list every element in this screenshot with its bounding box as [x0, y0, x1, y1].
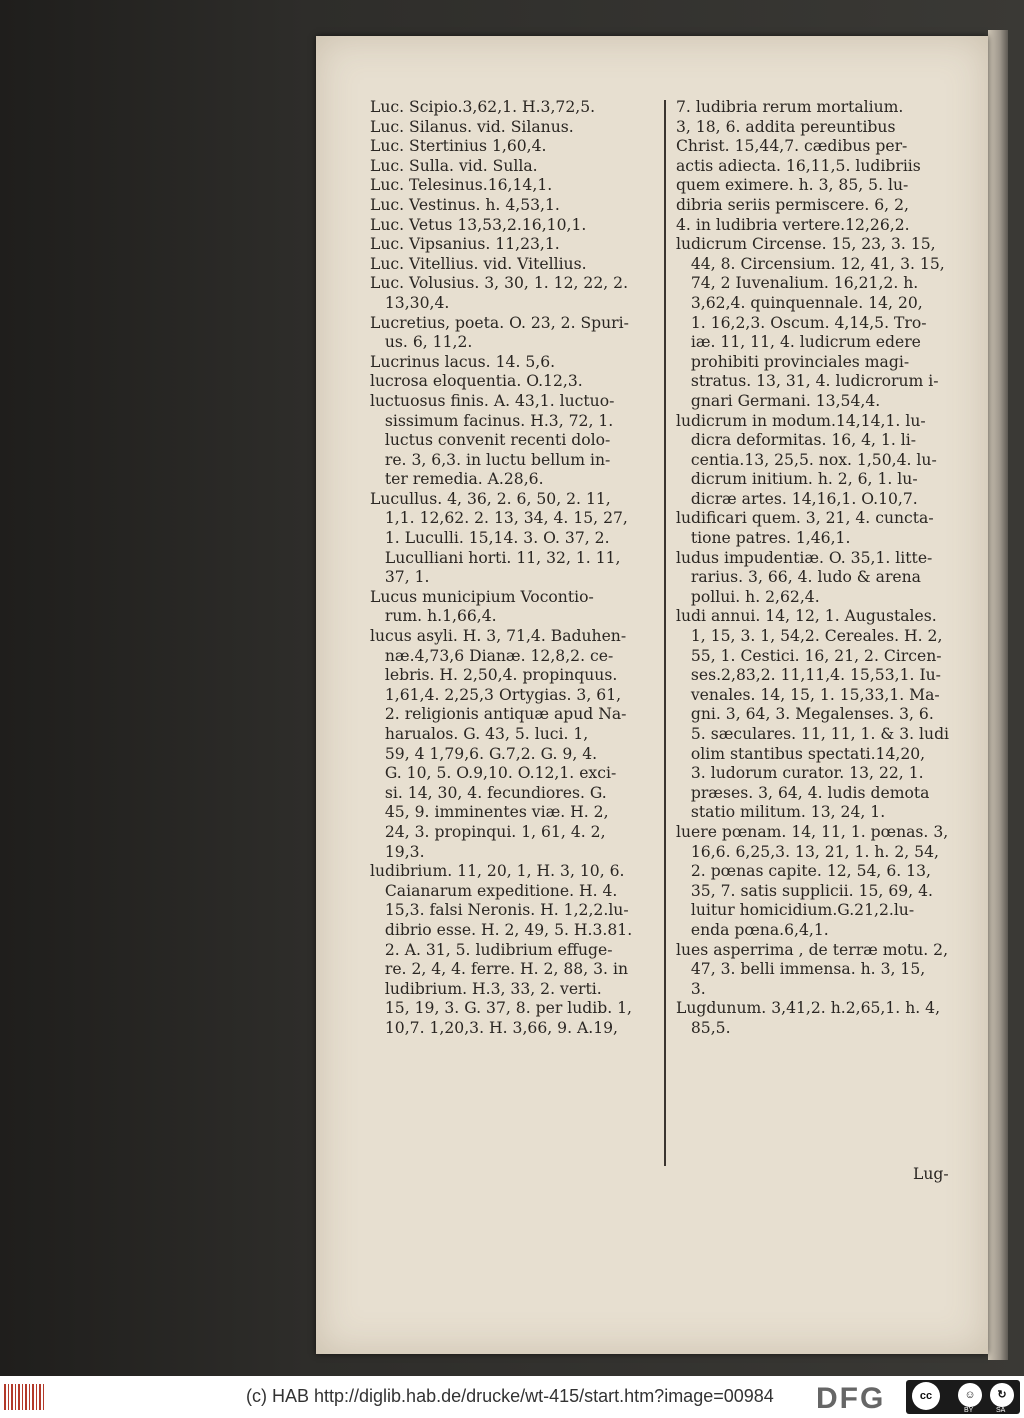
cc-license-badge[interactable]	[906, 1380, 1020, 1414]
index-entry-line: 5. sæculares. 11, 11, 1. & 3. ludi	[676, 725, 950, 743]
catchword: Lug-	[913, 1165, 949, 1183]
index-entry-line: olim stantibus spectati.14,20,	[676, 744, 926, 763]
index-entry-line: rarius. 3, 66, 4. ludo & arena	[676, 568, 921, 587]
index-entry-line: 85,5.	[676, 1018, 731, 1037]
index-entry-line: præses. 3, 64, 4. ludis demota	[676, 783, 930, 802]
index-entry-line: 10,7. 1,20,3. H. 3,66, 9. A.19,	[370, 1018, 619, 1037]
index-entry-line: ludibrium. 11, 20, 1, H. 3, 10, 6.	[370, 862, 625, 881]
by-attribution-icon: ☺	[958, 1383, 982, 1407]
sa-label: SA	[996, 1407, 1006, 1414]
index-entry-line: 74, 2 Iuvenalium. 16,21,2. h.	[676, 274, 919, 293]
index-entry-line: Luc. Telesinus.16,14,1.	[370, 176, 553, 195]
index-entry-line: rum. h.1,66,4.	[370, 607, 497, 626]
index-entry-line: 3, 18, 6. addita pereuntibus	[676, 117, 896, 136]
index-entry-line: quem eximere. h. 3, 85, 5. lu-	[676, 176, 909, 195]
index-entry-line: 15, 19, 3. G. 37, 8. per ludib. 1,	[370, 999, 633, 1018]
index-entry-line: Luc. Scipio.3,62,1. H.3,72,5.	[370, 98, 596, 116]
index-entry-line: Caianarum expeditione. H. 4.	[370, 881, 618, 900]
index-entry-line: 45, 9. imminentes viæ. H. 2,	[370, 803, 609, 822]
hab-logo-icon	[4, 1384, 46, 1410]
index-entry-line: Lucullus. 4, 36, 2. 6, 50, 2. 11,	[370, 489, 611, 508]
index-entry-line: sissimum facinus. H.3, 72, 1.	[370, 411, 614, 430]
index-entry-line: G. 10, 5. O.9,10. O.12,1. exci-	[370, 764, 617, 783]
index-entry-line: 2. A. 31, 5. ludibrium effuge-	[370, 940, 613, 959]
index-entry-line: næ.4,73,6 Dianæ. 12,8,2. ce-	[370, 646, 614, 665]
index-entry-line: tione patres. 1,46,1.	[676, 529, 851, 548]
index-entry-line: ludicrum in modum.14,14,1. lu-	[676, 411, 926, 430]
index-entry-line: 3.	[676, 979, 706, 998]
index-entry-line: Lucretius, poeta. O. 23, 2. Spuri-	[370, 313, 629, 332]
index-entry-line: 7. ludibria rerum mortalium.	[676, 98, 904, 116]
index-entry-line: pollui. h. 2,62,4.	[676, 587, 820, 606]
index-entry-line: ludificari quem. 3, 21, 4. cuncta-	[676, 509, 934, 528]
index-entry-line: venales. 14, 15, 1. 15,33,1. Ma-	[676, 685, 940, 704]
index-entry-line: statio militum. 13, 24, 1.	[676, 803, 886, 822]
index-entry-line: 1,1. 12,62. 2. 13, 34, 4. 15, 27,	[370, 509, 628, 528]
index-entry-line: 37, 1.	[370, 568, 430, 587]
index-entry-line: Luc. Sulla. vid. Sulla.	[370, 156, 538, 175]
index-entry-line: re. 3, 6,3. in luctu bellum in-	[370, 450, 611, 469]
index-entry-line: 1. 16,2,3. Oscum. 4,14,5. Tro-	[676, 313, 927, 332]
index-entry-line: 13,30,4.	[370, 293, 450, 312]
index-entry-line: si. 14, 30, 4. fecundiores. G.	[370, 783, 607, 802]
index-entry-line: lucrosa eloquentia. O.12,3.	[370, 372, 583, 391]
index-entry-line: Lucus municipium Vocontio-	[370, 587, 594, 606]
index-entry-line: 16,6. 6,25,3. 13, 21, 1. h. 2, 54,	[676, 842, 939, 861]
index-entry-line: ses.2,83,2. 11,11,4. 15,53,1. Iu-	[676, 666, 941, 685]
index-entry-line: enda pœna.6,4,1.	[676, 920, 829, 939]
index-entry-line: dibria seriis permiscere. 6, 2,	[676, 195, 909, 214]
index-entry-line: lues asperrima , de terræ motu. 2,	[676, 940, 949, 959]
index-entry-line: ludus impudentiæ. O. 35,1. litte-	[676, 548, 933, 567]
index-entry-line: Christ. 15,44,7. cædibus per-	[676, 137, 908, 156]
index-entry-line: Luc. Volusius. 3, 30, 1. 12, 22, 2.	[370, 274, 629, 293]
index-column-left	[370, 98, 660, 1039]
index-entry-line: 59, 4 1,79,6. G.7,2. G. 9, 4.	[370, 744, 598, 763]
index-entry-line: Luc. Vestinus. h. 4,53,1.	[370, 195, 560, 214]
index-entry-line: lebris. H. 2,50,4. propinquus.	[370, 666, 618, 685]
index-entry-line: Luc. Vetus 13,53,2.16,10,1.	[370, 215, 587, 234]
index-entry-line: luere pœnam. 14, 11, 1. pœnas. 3,	[676, 822, 949, 841]
index-entry-line: Lucrinus lacus. 14. 5,6.	[370, 352, 556, 371]
index-entry-line: lucus asyli. H. 3, 71,4. Baduhen-	[370, 627, 627, 646]
index-entry-line: Luc. Silanus. vid. Silanus.	[370, 117, 574, 136]
index-entry-line: 1, 15, 3. 1, 54,2. Cereales. H. 2,	[676, 627, 943, 646]
index-entry-line: 44, 8. Circensium. 12, 41, 3. 15,	[676, 254, 945, 273]
index-entry-line: stratus. 13, 31, 4. ludicrorum i-	[676, 372, 939, 391]
index-entry-line: 1. Luculli. 15,14. 3. O. 37, 2.	[370, 529, 610, 548]
index-entry-line: gnari Germani. 13,54,4.	[676, 391, 881, 410]
viewer-footer	[0, 1376, 1024, 1418]
index-entry-line: gni. 3, 64, 3. Megalenses. 3, 6.	[676, 705, 934, 724]
index-entry-line: 1,61,4. 2,25,3 Ortygias. 3, 61,	[370, 685, 622, 704]
index-entry-line: us. 6, 11,2.	[370, 333, 473, 352]
index-entry-line: luctus convenit recenti dolo-	[370, 431, 611, 450]
index-entry-line: 2. religionis antiquæ apud Na-	[370, 705, 627, 724]
index-entry-line: 3. ludorum curator. 13, 22, 1.	[676, 764, 924, 783]
index-entry-line: ludibrium. H.3, 33, 2. verti.	[370, 979, 602, 998]
index-entry-line: dibrio esse. H. 2, 49, 5. H.3.81.	[370, 920, 633, 939]
dfg-logo: DFG	[816, 1382, 886, 1415]
index-entry-line: Luc. Vitellius. vid. Vitellius.	[370, 254, 587, 273]
index-entry-line: Lugdunum. 3,41,2. h.2,65,1. h. 4,	[676, 999, 941, 1018]
index-entry-line: luctuosus finis. A. 43,1. luctuo-	[370, 391, 615, 410]
page-edge	[988, 30, 1008, 1360]
index-entry-line: Luc. Vipsanius. 11,23,1.	[370, 235, 560, 254]
index-entry-line: ludi annui. 14, 12, 1. Augustales.	[676, 607, 937, 626]
index-entry-line: dicra deformitas. 16, 4, 1. li-	[676, 431, 917, 450]
by-label: BY	[964, 1407, 974, 1414]
index-entry-line: 24, 3. propinqui. 1, 61, 4. 2,	[370, 822, 606, 841]
index-entry-line: Luculliani horti. 11, 32, 1. 11,	[370, 548, 621, 567]
share-alike-icon: ↻	[990, 1383, 1014, 1407]
index-entry-line: luitur homicidium.G.21,2.lu-	[676, 901, 915, 920]
index-entry-line: centia.13, 25,5. nox. 1,50,4. lu-	[676, 450, 937, 469]
index-entry-line: 19,3.	[370, 842, 425, 861]
index-entry-line: prohibiti provinciales magi-	[676, 352, 910, 371]
index-entry-line: iæ. 11, 11, 4. ludicrum edere	[676, 333, 921, 352]
index-column-right	[676, 98, 961, 1039]
cc-icon: cc	[912, 1382, 940, 1410]
index-entry-line: 47, 3. belli immensa. h. 3, 15,	[676, 960, 926, 979]
index-entry-line: dicræ artes. 14,16,1. O.10,7.	[676, 489, 918, 508]
credit-link[interactable]: (c) HAB http://diglib.hab.de/drucke/wt-415/start.htm?image=00984	[246, 1386, 774, 1406]
index-entry-line: 2. pœnas capite. 12, 54, 6. 13,	[676, 862, 931, 881]
column-rule	[664, 100, 666, 1166]
index-entry-line: ludicrum Circense. 15, 23, 3. 15,	[676, 235, 936, 254]
index-entry-line: 35, 7. satis supplicii. 15, 69, 4.	[676, 881, 933, 900]
index-entry-line: re. 2, 4, 4. ferre. H. 2, 88, 3. in	[370, 960, 628, 979]
index-entry-line: actis adiecta. 16,11,5. ludibriis	[676, 156, 921, 175]
index-entry-line: Luc. Stertinius 1,60,4.	[370, 137, 547, 156]
index-entry-line: 3,62,4. quinquennale. 14, 20,	[676, 293, 923, 312]
index-entry-line: dicrum initium. h. 2, 6, 1. lu-	[676, 470, 918, 489]
index-entry-line: 15,3. falsi Neronis. H. 1,2,2.lu-	[370, 901, 629, 920]
index-entry-line: harualos. G. 43, 5. luci. 1,	[370, 725, 589, 743]
index-entry-line: 4. in ludibria vertere.12,26,2.	[676, 215, 910, 234]
index-entry-line: 55, 1. Cestici. 16, 21, 2. Circen-	[676, 646, 942, 665]
index-entry-line: ter remedia. A.28,6.	[370, 470, 544, 489]
